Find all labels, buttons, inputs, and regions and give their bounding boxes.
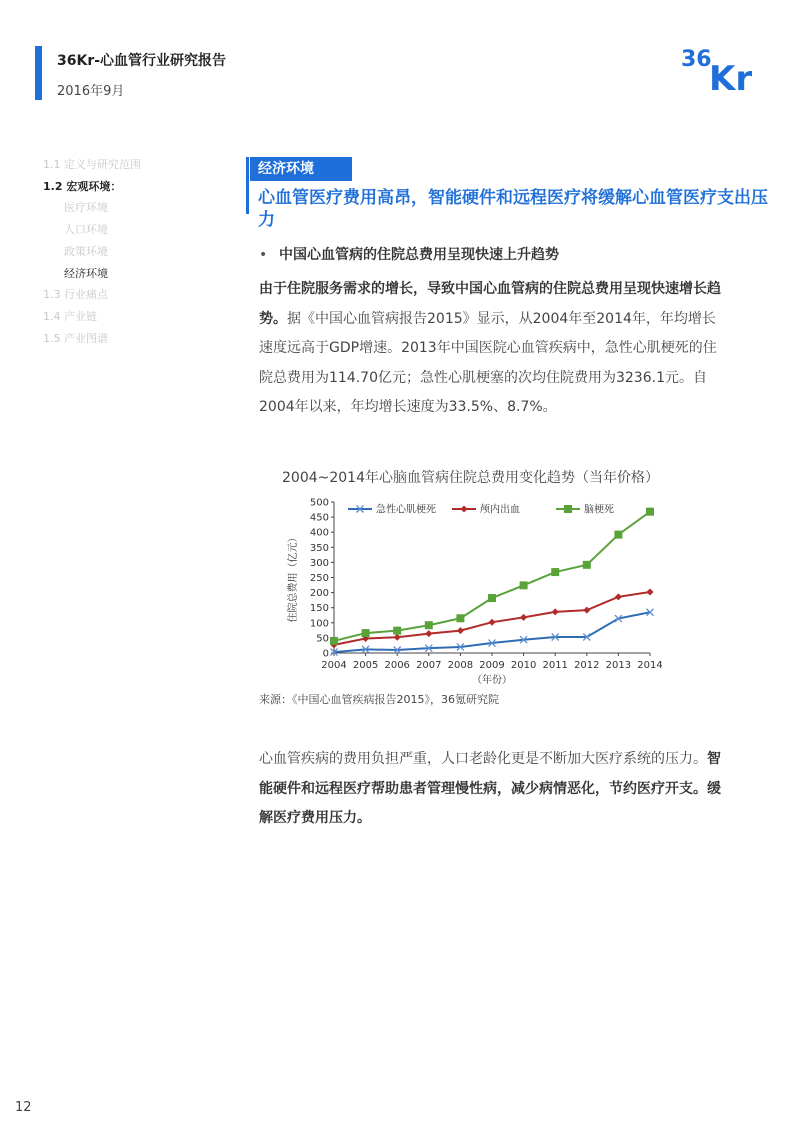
paragraph-1-bold: 由于住院服务需求的增长，导致中国心血管病的住院总费用呈现快速增长趋势。 <box>259 281 721 327</box>
y-tick-label: 400 <box>309 527 329 539</box>
svg-text:36: 36 <box>681 47 712 72</box>
legend-label: 颅内出血 <box>480 504 520 516</box>
y-tick-label: 150 <box>309 603 329 615</box>
x-tick-label: 2011 <box>542 660 568 671</box>
toc-item[interactable]: 1.3 行业痛点 <box>43 288 108 302</box>
x-tick-label: 2006 <box>384 660 410 671</box>
data-point <box>362 629 370 637</box>
table-of-contents <box>43 154 141 349</box>
y-tick-label: 0 <box>322 648 329 660</box>
x-tick-label: 2009 <box>479 660 505 671</box>
page-number: 12 <box>15 1100 32 1115</box>
paragraph-1 <box>259 275 729 423</box>
data-point <box>614 531 622 539</box>
toc-item[interactable]: 人口环境 <box>64 223 108 237</box>
toc-item[interactable]: 1.4 产业链 <box>43 309 97 323</box>
data-point <box>489 619 496 626</box>
data-point <box>425 621 433 629</box>
report-date: 2016年9月 <box>57 84 125 99</box>
section-tag: 经济环境 <box>250 157 352 181</box>
y-tick-label: 500 <box>309 497 329 509</box>
paragraph-1-normal: 据《中国心血管病报告2015》显示，从2004年至2014年，年均增长速度远高于GDP增速。2013年中国医院心血管疾病中，急性心肌梗死的住院总费用为114.70亿元；急性心肌梗塞的次均住院费用为3236.1元。自2004年以来，年均增长速度为33.5%、8.7%。 <box>259 310 717 415</box>
x-tick-label: 2004 <box>321 660 347 671</box>
report-title: 36Kr-心血管行业研究报告 <box>57 53 227 69</box>
y-tick-label: 200 <box>309 588 329 600</box>
paragraph-2-normal: 心血管疾病的费用负担严重，人口老龄化更是不断加大医疗系统的压力。 <box>259 751 707 767</box>
legend-label: 急性心肌梗死 <box>376 504 436 516</box>
line-chart <box>270 490 680 690</box>
toc-item[interactable]: 1.2 宏观环境： <box>43 179 122 193</box>
data-point <box>520 581 528 589</box>
x-axis-label: （年份） <box>472 675 512 686</box>
data-point <box>552 608 559 615</box>
heading-accent-line <box>246 157 249 214</box>
bullet-text: 中国心血管病的住院总费用呈现快速上升趋势 <box>279 247 559 263</box>
y-tick-label: 350 <box>309 542 329 554</box>
x-tick-label: 2005 <box>352 660 379 671</box>
x-tick-label: 2013 <box>605 660 632 671</box>
data-point <box>583 607 590 614</box>
toc-item-current[interactable]: 经济环境 <box>64 266 108 280</box>
data-point <box>457 627 464 634</box>
x-tick-label: 2014 <box>637 660 663 671</box>
x-tick-label: 2012 <box>574 660 600 671</box>
x-tick-label: 2007 <box>416 660 442 671</box>
data-point <box>520 614 527 621</box>
legend-label: 脑梗死 <box>584 504 614 516</box>
legend-marker <box>461 506 468 513</box>
data-point <box>551 568 559 576</box>
header-accent-bar <box>35 46 42 100</box>
legend-marker <box>564 505 572 513</box>
x-tick-label: 2010 <box>510 660 537 671</box>
data-point <box>583 561 591 569</box>
y-tick-label: 250 <box>309 573 329 584</box>
toc-item[interactable]: 医疗环境 <box>64 201 108 215</box>
y-tick-label: 450 <box>309 512 329 524</box>
data-point <box>615 593 622 600</box>
paragraph-2 <box>259 745 729 834</box>
y-axis-label: 住院总费用（亿元） <box>288 532 299 623</box>
data-point <box>425 630 432 637</box>
chart-title: 2004~2014年心脑血管病住院总费用变化趋势（当年价格） <box>282 470 659 486</box>
data-point <box>488 594 496 602</box>
x-tick-label: 2008 <box>447 660 474 671</box>
chart-source: 来源：《中国心血管疾病报告2015》，36氪研究院 <box>259 693 499 706</box>
y-tick-label: 300 <box>309 557 329 569</box>
data-point <box>393 627 401 635</box>
toc-item[interactable]: 政策环境 <box>64 244 108 258</box>
data-point <box>646 508 654 516</box>
data-point <box>456 614 464 622</box>
paragraph-2-bold: 智能硬件和远程医疗帮助患者管理慢性病，减少病情恶化，节约医疗开支。缓解医疗费用压力。 <box>259 751 721 826</box>
data-point <box>330 637 338 645</box>
y-tick-label: 50 <box>316 633 329 645</box>
section-heading: 心血管医疗费用高昂，智能硬件和远程医疗将缓解心血管医疗支出压力 <box>258 188 768 230</box>
toc-item[interactable]: 1.5 产业图谱 <box>43 331 108 345</box>
logo-36kr <box>681 42 765 94</box>
bullet-dot: • <box>259 247 268 263</box>
toc-item[interactable]: 1.1 定义与研究范围 <box>43 158 141 171</box>
y-tick-label: 100 <box>309 618 329 630</box>
data-point <box>647 588 654 595</box>
data-point <box>394 634 401 641</box>
svg-text:Kr: Kr <box>709 59 753 94</box>
bullet-point <box>259 244 559 264</box>
